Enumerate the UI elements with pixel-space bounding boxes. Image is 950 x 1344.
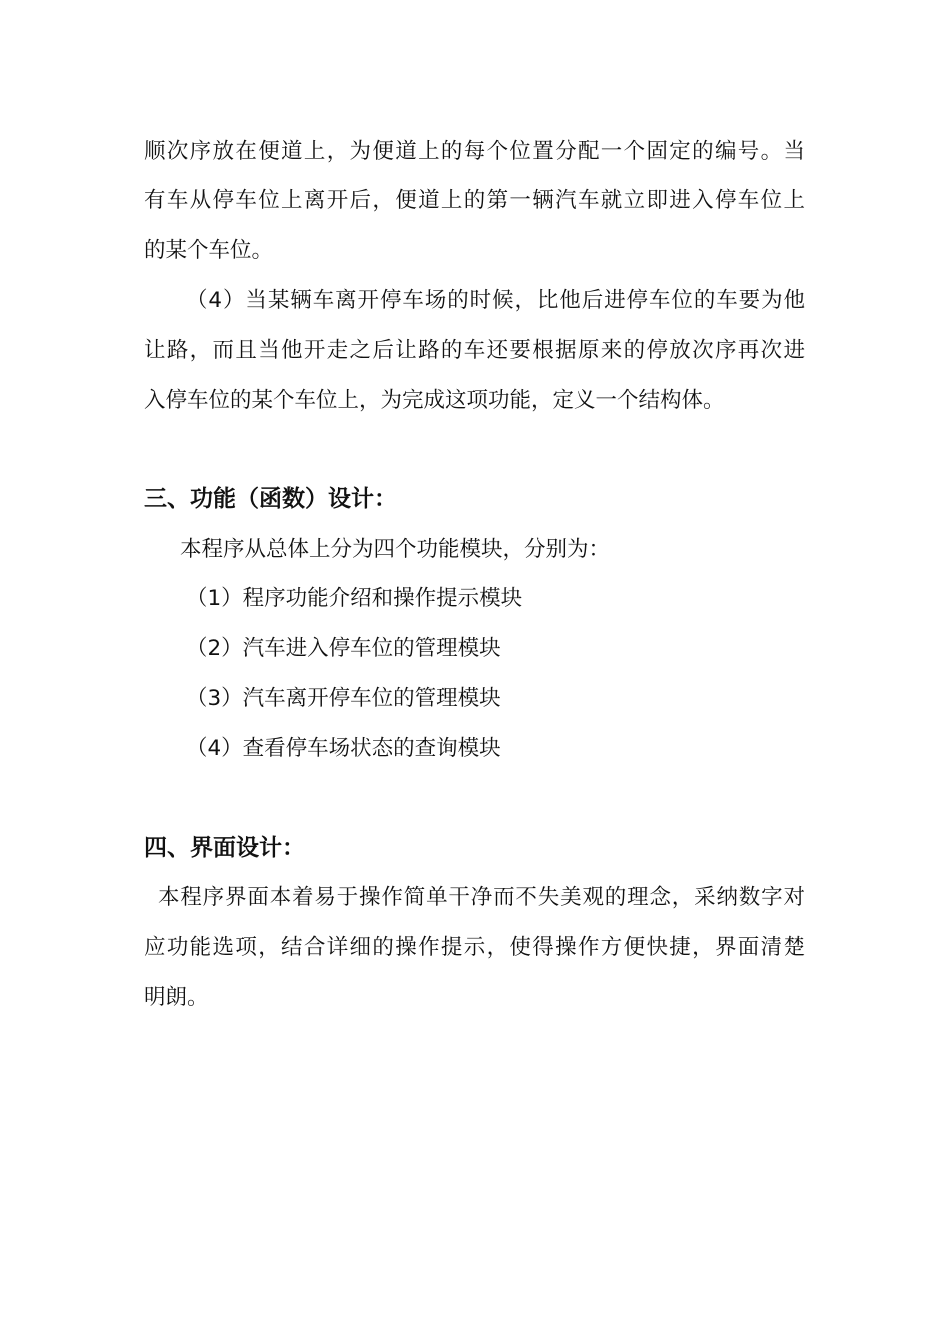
section4-line-1: 本程序界面本着易于操作简单干净而不失美观的理念，采纳数字对 (158, 885, 805, 910)
para2-line-3: 入停车位的某个车位上，为完成这项功能，定义一个结构体。 (144, 388, 725, 413)
section4-heading: 四、界面设计： (144, 835, 305, 861)
module-item-2: （2）汽车进入停车位的管理模块 (186, 636, 501, 661)
section4-line-2: 应功能选项，结合详细的操作提示，使得操作方便快捷，界面清楚 (144, 935, 805, 960)
para1-line-1: 顺次序放在便道上，为便道上的每个位置分配一个固定的编号。当 (144, 139, 805, 164)
module-item-3: （3）汽车离开停车位的管理模块 (186, 686, 501, 711)
section4-line-3: 明朗。 (144, 985, 209, 1010)
module-item-4: （4）查看停车场状态的查询模块 (186, 736, 501, 761)
section3-heading: 三、功能（函数）设计： (144, 486, 397, 512)
section3-intro: 本程序从总体上分为四个功能模块，分别为： (180, 537, 611, 562)
para1-line-3: 的某个车位。 (144, 238, 274, 263)
module-item-1: （1）程序功能介绍和操作提示模块 (186, 586, 523, 611)
para1-line-2: 有车从停车位上离开后，便道上的第一辆汽车就立即进入停车位上 (144, 188, 805, 213)
para2-line-1: （4）当某辆车离开停车场的时候，比他后进停车位的车要为他 (186, 288, 805, 313)
para2-line-2: 让路，而且当他开走之后让路的车还要根据原来的停放次序再次进 (144, 338, 805, 363)
